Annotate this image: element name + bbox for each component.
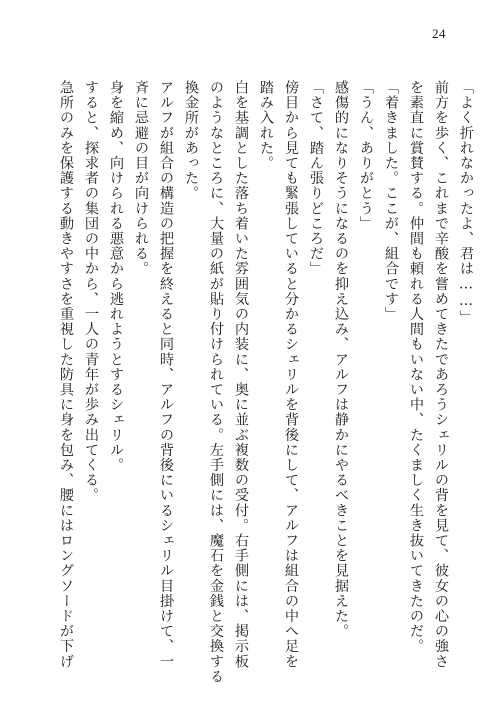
text-line: 白を基調とした落ち着いた雰囲気の内装に、奥に並ぶ複数の受付。右手側には、掲示板 [233,80,249,669]
text-line: を素直に賞賛する。仲間も頼れる人間もいない中、たくましく生き抜いてきたのだ。 [408,80,424,654]
text-line: 感傷的になりそうになるのを抑え込み、アルフは静かにやるべきことを見据えた。 [333,80,349,639]
text-line: アルフが組合の構造の把握を終えると同時、アルフの背後にいるシェリル目掛けて、一 [158,80,174,669]
text-line: 急所のみを保護する動きやすさを重視した防具に身を包み、腰にはロングソードが下げ [58,80,74,669]
text-line: 「さて、踏ん張りどころだ」 [308,80,324,277]
text-line: 斉に忌避の目が向けられる。 [133,80,149,277]
text-line: 「うん、ありがとう」 [358,80,374,231]
body-text [0,80,478,690]
text-line: 踏み入れた。 [258,80,274,171]
text-line: 身を縮め、向けられる悪意から逃れようとするシェリル。 [108,80,124,473]
text-line: のようなところに、大量の紙が貼り付けられている。左手側には、魔石を金銭と交換する [208,80,224,684]
text-line: 傍目から見ても緊張していると分かるシェリルを背後にして、アルフは組合の中へ足を [283,80,299,669]
text-line: 前方を歩く、これまで辛酸を嘗めてきたであろうシェリルの背を見て、彼女の心の強さ [433,80,449,669]
text-line: 「よく折れなかったよ、君は……」 [458,80,474,326]
text-line: すると、探求者の集団の中から、一人の青年が歩み出てくる。 [83,80,99,503]
text-line: 換金所があった。 [183,80,199,201]
text-line: 「着きました。ここが、組合です」 [383,80,399,322]
page-number: 24 [432,26,446,41]
